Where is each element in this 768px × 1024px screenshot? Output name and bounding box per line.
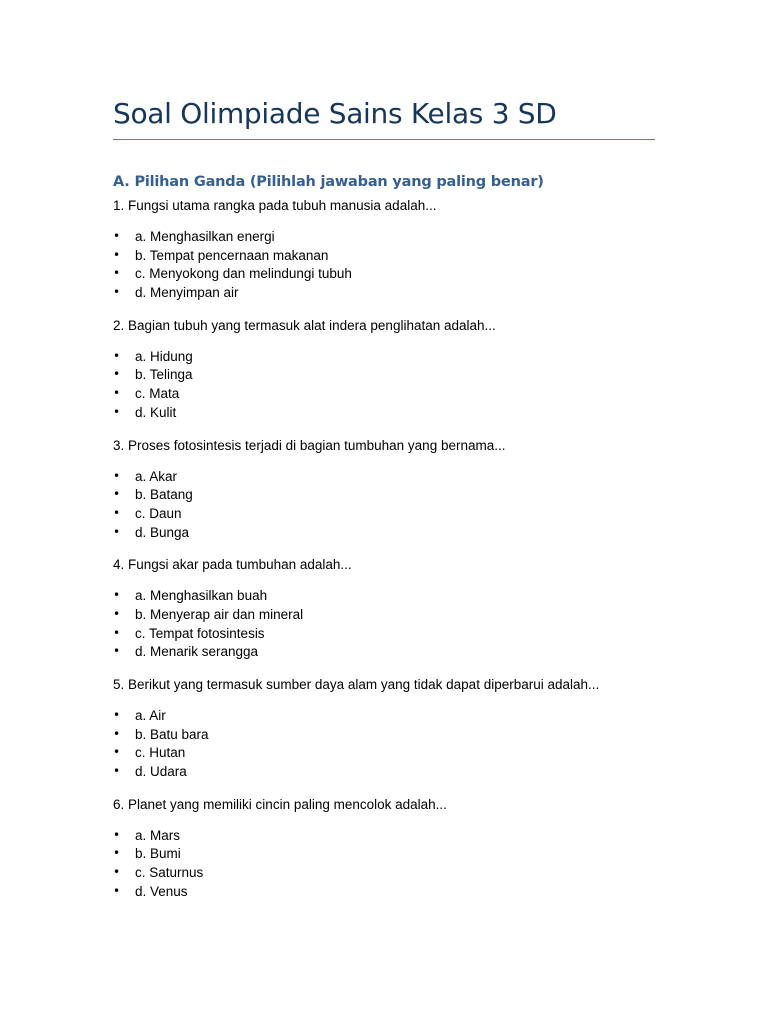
bullet-icon: • bbox=[113, 865, 121, 880]
question-text: 6. Planet yang memiliki cincin paling mencolok adalah... bbox=[113, 796, 447, 812]
option-label: b. Batang bbox=[135, 487, 193, 503]
question-text: 5. Berikut yang termasuk sumber daya alam yang tidak dapat diperbarui adalah... bbox=[113, 677, 600, 692]
option-item bbox=[113, 845, 655, 864]
option-label: b. Batu bara bbox=[135, 726, 209, 742]
bullet-icon: • bbox=[113, 487, 121, 502]
bullet-icon: • bbox=[113, 266, 121, 281]
option-label: d. Bunga bbox=[135, 524, 190, 540]
option-item bbox=[113, 385, 655, 404]
option-label: a. Mars bbox=[135, 827, 181, 843]
option-item bbox=[113, 726, 655, 745]
option-label: d. Menyimpan air bbox=[135, 285, 239, 301]
option-item bbox=[113, 864, 655, 883]
document-title: Soal Olimpiade Sains Kelas 3 SD bbox=[113, 97, 557, 130]
option-item bbox=[113, 284, 655, 303]
option-item bbox=[113, 247, 655, 266]
question-text: 2. Bagian tubuh yang termasuk alat indera penglihatan adalah... bbox=[113, 317, 496, 333]
question-3 bbox=[113, 437, 655, 543]
bullet-icon: • bbox=[113, 745, 121, 760]
question-6 bbox=[113, 796, 655, 902]
bullet-icon: • bbox=[113, 726, 121, 741]
section-heading: A. Pilihan Ganda (Pilihlah jawaban yang paling benar) bbox=[113, 174, 544, 190]
option-label: c. Menyokong dan melindungi tubuh bbox=[135, 266, 352, 282]
bullet-icon: • bbox=[113, 386, 121, 401]
option-list bbox=[113, 827, 655, 902]
option-list bbox=[113, 228, 655, 303]
question-4 bbox=[113, 556, 655, 662]
option-item bbox=[113, 643, 655, 662]
option-item bbox=[113, 524, 655, 543]
bullet-icon: • bbox=[113, 348, 121, 363]
option-label: c. Saturnus bbox=[135, 865, 204, 881]
option-item bbox=[113, 486, 655, 505]
option-label: a. Menghasilkan buah bbox=[135, 588, 268, 604]
bullet-icon: • bbox=[113, 285, 121, 300]
option-item bbox=[113, 366, 655, 385]
bullet-icon: • bbox=[113, 625, 121, 640]
question-text: 3. Proses fotosintesis terjadi di bagian tumbuhan yang bernama... bbox=[113, 437, 506, 453]
option-label: a. Akar bbox=[135, 468, 178, 484]
option-label: a. Menghasilkan energi bbox=[135, 229, 275, 244]
bullet-icon: • bbox=[113, 404, 121, 419]
bullet-icon: • bbox=[113, 764, 121, 779]
title-underline bbox=[113, 139, 655, 140]
bullet-icon: • bbox=[113, 468, 121, 483]
option-label: b. Telinga bbox=[135, 367, 193, 383]
option-list bbox=[113, 348, 655, 423]
option-label: d. Udara bbox=[135, 764, 187, 780]
option-label: d. Kulit bbox=[135, 404, 177, 420]
bullet-icon: • bbox=[113, 367, 121, 382]
option-item bbox=[113, 827, 655, 846]
option-label: d. Venus bbox=[135, 883, 188, 899]
question-text: 4. Fungsi akar pada tumbuhan adalah... bbox=[113, 557, 352, 573]
bullet-icon: • bbox=[113, 247, 121, 262]
option-label: c. Tempat fotosintesis bbox=[135, 625, 265, 641]
bullet-icon: • bbox=[113, 229, 121, 243]
question-2 bbox=[113, 317, 655, 423]
bullet-icon: • bbox=[113, 827, 121, 842]
option-list bbox=[113, 468, 655, 543]
bullet-icon: • bbox=[113, 588, 121, 603]
option-item bbox=[113, 348, 655, 367]
bullet-icon: • bbox=[113, 606, 121, 621]
option-item bbox=[113, 606, 655, 625]
question-1 bbox=[113, 197, 655, 303]
option-item bbox=[113, 625, 655, 644]
option-label: c. Hutan bbox=[135, 745, 186, 761]
option-list bbox=[113, 587, 655, 662]
bullet-icon: • bbox=[113, 524, 121, 539]
option-list bbox=[113, 707, 655, 782]
option-item bbox=[113, 228, 655, 247]
question-5 bbox=[113, 676, 655, 782]
option-item bbox=[113, 505, 655, 524]
option-item bbox=[113, 587, 655, 606]
option-label: b. Bumi bbox=[135, 846, 181, 862]
option-label: b. Menyerap air dan mineral bbox=[135, 606, 304, 622]
bullet-icon: • bbox=[113, 883, 121, 898]
option-label: d. Menarik serangga bbox=[135, 644, 259, 660]
option-label: b. Tempat pencernaan makanan bbox=[135, 247, 329, 263]
bullet-icon: • bbox=[113, 708, 121, 722]
bullet-icon: • bbox=[113, 846, 121, 861]
bullet-icon: • bbox=[113, 505, 121, 520]
question-list bbox=[113, 197, 655, 916]
option-item bbox=[113, 468, 655, 487]
option-item bbox=[113, 404, 655, 423]
option-item bbox=[113, 883, 655, 902]
option-label: c. Mata bbox=[135, 386, 180, 402]
option-item bbox=[113, 763, 655, 782]
option-label: c. Daun bbox=[135, 505, 182, 521]
option-item bbox=[113, 744, 655, 763]
option-label: a. Air bbox=[135, 708, 166, 723]
bullet-icon: • bbox=[113, 644, 121, 659]
option-item bbox=[113, 707, 655, 726]
option-label: a. Hidung bbox=[135, 348, 193, 364]
option-item bbox=[113, 265, 655, 284]
question-text: 1. Fungsi utama rangka pada tubuh manusia adalah... bbox=[113, 198, 437, 213]
